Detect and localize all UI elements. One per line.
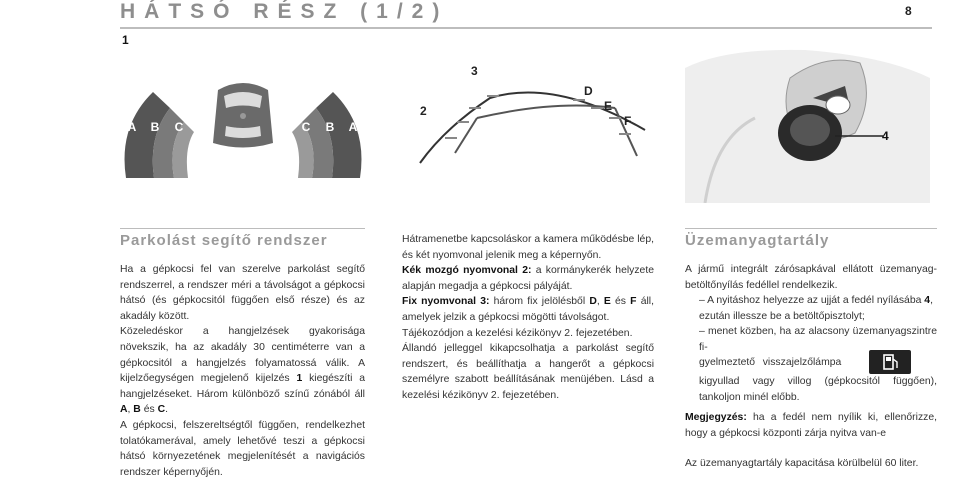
label-f: F — [624, 114, 632, 128]
left-sensor-zones — [125, 92, 194, 178]
column-fuel-text: A jármű integrált zárósapkával ellátott üzemanyag-betöltőnyílás fedéllel rendelkezik. – A nyitáshoz helyezze az ujját a fedél nyílásába 4, ezután illessze be a betöltőpisztolyt; – menet közben, ha az alacsony üzemanyagszintre fi- — [685, 264, 937, 353]
fuel-note: Megjegyzés: ha a fedél nem nyílik ki, ellenőrizze, hogy a gépkocsi központi zárja nyitva van-e — [685, 412, 937, 439]
parking-paragraph-2b: kiegészíti a hangjelzéseket. Három különböző színű zónából áll — [120, 373, 366, 400]
moving-line-label: Kék mozgó nyomvonal 2: — [402, 265, 532, 277]
zone-label-left-b: B — [150, 120, 160, 134]
car-icon — [213, 83, 273, 148]
column-parking-text: Ha a gépkocsi fel van szerelve parkolást segítő rendszerrel, a rendszer méri a távolságot a gépkocsi hátsó (és gépkocsitól függően első része) és az akadály között. Közeledéskor a hangjelzések gyakorisága növekszik, ha az akadály 30 centiméterre van a gépkocsitól a hangjelzés folyamatossá válik. A kijelzőegységen megjelenő kijelzés 1 kiegészíti a hangjelzéseket. Három különböző színű zónából áll A, B és C. A gépkocsi, felszereltségtől függően, rendelkezhet tolatókamerával, amely lehetővé teszi a gépkocsi hátsó környezetének megjelenítését a navigációs rendszer képernyőjén. — [120, 262, 365, 480]
zone-ref-a: A — [120, 404, 128, 416]
label-e: E — [604, 99, 613, 113]
label-3: 3 — [471, 64, 478, 78]
note-label: Megjegyzés: — [685, 412, 747, 423]
zone-label-left-c: C — [174, 120, 184, 134]
parking-paragraph-2: Közeledéskor a hangjelzések gyakorisága növekszik, ha az akadály 30 centiméterre van a gépkocsitól a hangjelzés folyamatossá válik. A kijelzőegységen megjelenő kijelzés — [120, 326, 365, 385]
parking-display-figure — [118, 48, 368, 178]
fixed-line-label: Fix nyomvonal 3: — [402, 296, 490, 308]
zone-label-right-b: B — [325, 120, 335, 134]
fuel-capacity: Az üzemanyagtartály kapacitása körülbelül 60 liter. — [685, 458, 919, 469]
fuel-flap-figure — [685, 38, 935, 203]
figure-1-number: 1 — [122, 33, 129, 47]
fuel-warning-icon — [869, 350, 911, 374]
page-number: 8 — [905, 4, 912, 18]
label-4: 4 — [882, 129, 889, 143]
zone-label-right-a: A — [348, 120, 358, 134]
column-camera-text: Hátramenetbe kapcsoláskor a kamera működésbe lép, és két nyomvonal jelenik meg a képernyőn. Kék mozgó nyomvonal 2: a kormánykerék helyzete alapján megadja a gépkocsi pályáját. Fix nyomvonal 3: három fix jelölésből D, E és F áll, amelyek jelzik a gépkocsi mögötti távolságot. Tájékozódjon a kezelési kézikönyv 2. fejezetében. Állandó jelleggel kikapcsolhatja a parkolást segítő rendszert, és beállíthatja a hangerőt a gépkocsi személyre szabott beállításának menüjében. Lásd a kezelési kézikönyv 2. fejezetében. — [402, 232, 654, 404]
zone-ref-c: C — [157, 404, 166, 416]
label-d: D — [584, 84, 593, 98]
section-title-fuel: Üzemanyagtartály — [685, 232, 830, 249]
zone-ref-b: B — [133, 404, 141, 416]
right-sensor-zones — [292, 92, 361, 178]
section-rule-1 — [120, 228, 365, 229]
section-title-parking: Parkolást segítő rendszer — [120, 232, 328, 249]
camera-paragraph-5: Állandó jelleggel kikapcsolhatja a parkolást segítő rendszert, és beállíthatja a hangerőt a gépkocsi személyre szabott beállításának menüjében. Lásd a kezelési kézikönyv 2. fejezetében. — [402, 343, 654, 401]
camera-paragraph-1: Hátramenetbe kapcsoláskor a kamera működésbe lép, és két nyomvonal jelenik meg a képernyőn. — [402, 234, 654, 261]
camera-paragraph-4: Tájékozódjon a kezelési kézikönyv 2. fejezetében. — [402, 327, 633, 339]
fixed-trajectory-line — [455, 106, 637, 156]
zone-label-right-c: C — [301, 120, 311, 134]
fuel-paragraph-1: A jármű integrált zárósapkával ellátott üzemanyag-betöltőnyílás fedéllel rendelkezik. — [685, 264, 937, 291]
fuel-bullet-2-cont: gyelmeztető visszajelzőlámpa kigyullad vagy villog (gépkocsitól függően), tankoljon minél előbb. — [699, 350, 937, 405]
zone-label-left-a: A — [127, 120, 137, 134]
camera-guidelines-figure — [405, 58, 655, 168]
page-title: HÁTSÓ RÉSZ (1/2) — [120, 0, 449, 23]
label-2: 2 — [420, 104, 427, 118]
parking-paragraph-3: A gépkocsi, felszereltségtől függően, rendelkezhet tolatókamerával, amely lehetővé teszi a gépkocsi hátsó környezetének megjelenítését a navigációs rendszer képernyőjén. — [120, 419, 365, 478]
header-rule — [120, 27, 932, 29]
parking-paragraph-1: Ha a gépkocsi fel van szerelve parkolást segítő rendszerrel, a rendszer méri a távolságot a gépkocsi hátsó (és gépkocsitól függően első része) és az akadály között. — [120, 264, 365, 322]
section-rule-3 — [685, 228, 937, 229]
display-ref-1: 1 — [296, 373, 303, 385]
